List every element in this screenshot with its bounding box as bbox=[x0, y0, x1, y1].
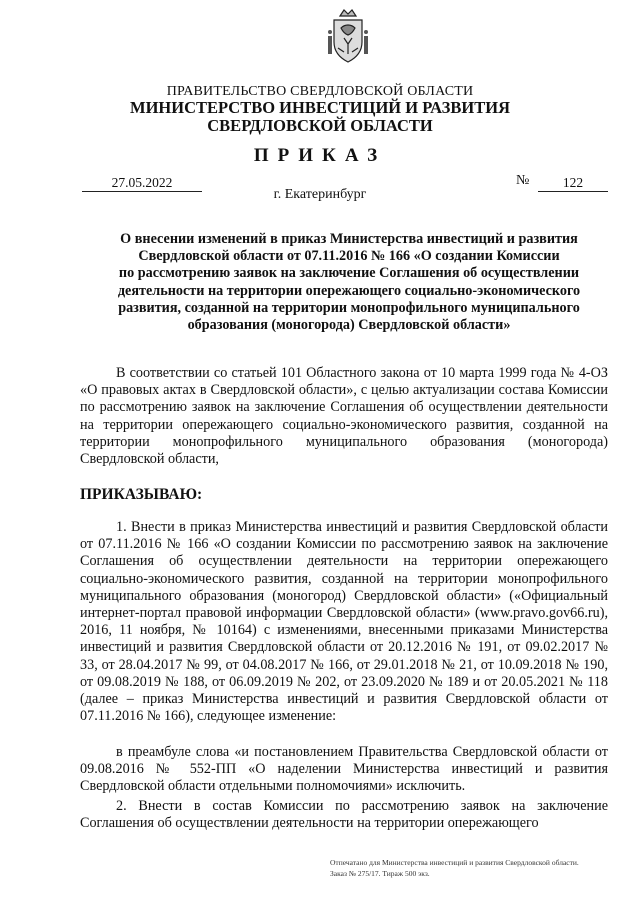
document-title: О внесении изменений в приказ Министерства инвестиций и развития Свердловской области от 07.11.2016 № 166 «О создании Комиссии по рассмотрению заявок на заключение Соглашения об осуществлении деятельности на территории опережающего социально-экономического развития, созданной на территории монопрофильного муниципального образования (моногорода) Свердловской области» bbox=[117, 231, 581, 334]
order-directive: ПРИКАЗЫВАЮ: bbox=[80, 486, 203, 503]
order-number: 122 bbox=[538, 175, 608, 192]
number-sign: № bbox=[516, 173, 530, 188]
item-2-paragraph: 2. Внести в состав Комиссии по рассмотрению заявок на заключение Соглашения об осуществлении деятельности на территории опережающего bbox=[80, 798, 608, 832]
item-1-subparagraph: в преамбуле слова «и постановлением Правительства Свердловской области от 09.08.2016 № 552-ПП «О наделении Министерства инвестиций и развития Свердловской области отдельными полномочиями» исключить. bbox=[80, 744, 608, 795]
government-name: ПРАВИТЕЛЬСТВО СВЕРДЛОВСКОЙ ОБЛАСТИ bbox=[166, 84, 474, 99]
order-city: г. Екатеринбург bbox=[273, 187, 367, 202]
document-type: ПРИКАЗ bbox=[253, 145, 387, 166]
preamble-paragraph: В соответствии со статьей 101 Областного закона от 10 марта 1999 года № 4-ОЗ «О правовых актах в Свердловской области», с целью актуализации состава Комиссии по рассмотрению заявок на заключение Соглашения об осуществлении деятельности на территории опережающего социально-экономического развития, созданной на территории монопрофильного муниципального образования (моногорода) Свердловской области, bbox=[80, 365, 608, 468]
coat-of-arms-icon bbox=[326, 8, 370, 66]
item-1-paragraph: 1. Внести в приказ Министерства инвестиций и развития Свердловской области от 07.11.2016 № 166 «О создании Комиссии по рассмотрению заявок на заключение Соглашения об осуществлении деятельности на территории опережающего социально-экономического развития, созданной на территории монопрофильного муниципального образования (моногород) Свердловской области» («Официальный интернет-портал правовой информации Свердловской области» (www.pravo.gov66.ru), 2016, 11 ноября, № 10164) с изменениями, внесенными приказами Министерства инвестиций и развития Свердловской области от 20.12.2016 № 191, от 09.02.2017 № 33, от 28.04.2017 № 99, от 04.08.2017 № 166, от 29.01.2018 № 21, от 10.09.2018 № 190, от 09.08.2019 № 188, от 06.09.2019 № 202, от 23.09.2020 № 189 и от 20.05.2021 № 118 (далее – приказ Министерства инвестиций и развития Свердловской области от 07.11.2016 № 166), следующее изменение: bbox=[80, 519, 608, 725]
order-date: 27.05.2022 bbox=[82, 175, 202, 192]
print-imprint: Отпечатано для Министерства инвестиций и развития Свердловской области. Заказ № 275/17. Тираж 500 экз. bbox=[330, 858, 579, 878]
ministry-name-line1: МИНИСТЕРСТВО ИНВЕСТИЦИЙ И РАЗВИТИЯ bbox=[130, 98, 510, 117]
ministry-name-line2: СВЕРДЛОВСКОЙ ОБЛАСТИ bbox=[207, 116, 433, 135]
